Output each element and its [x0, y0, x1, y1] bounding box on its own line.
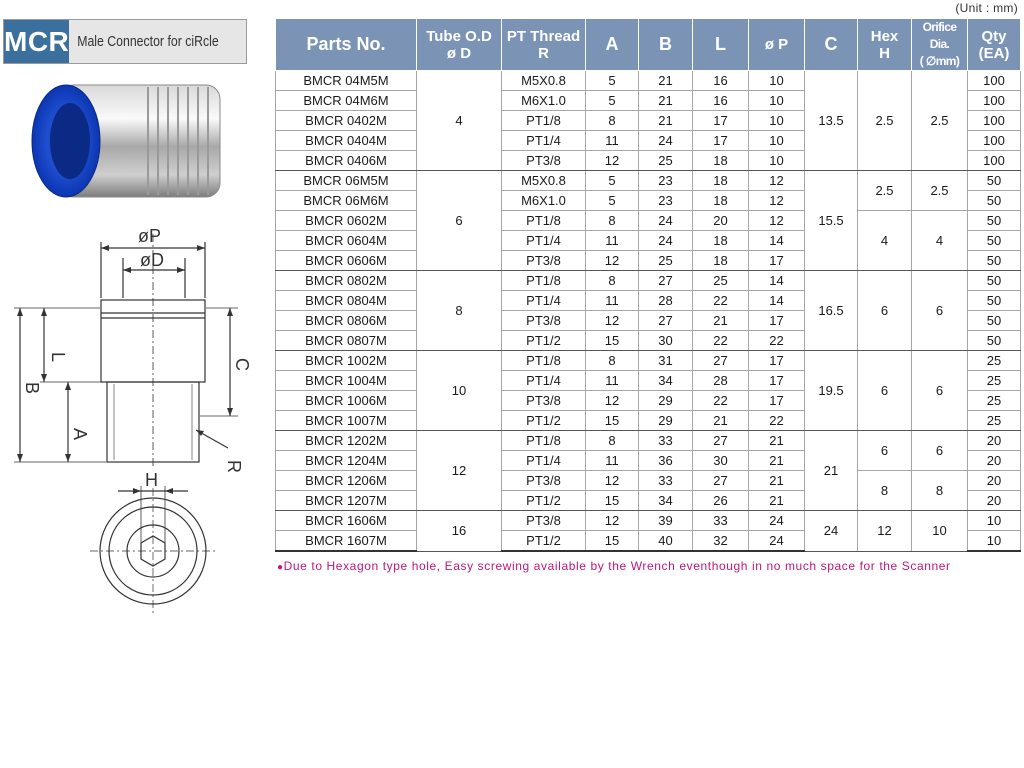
cell-l: 21: [693, 411, 749, 431]
product-subtitle: Male Connector for ciRcle: [77, 33, 219, 50]
cell-part-no: BMCR 1202M: [276, 431, 417, 451]
cell-l: 27: [693, 471, 749, 491]
cell-p: 10: [749, 151, 805, 171]
cell-a: 12: [586, 311, 639, 331]
cell-tube-od: 12: [417, 431, 502, 511]
cell-c: 13.5: [805, 71, 858, 171]
cell-qty: 25: [968, 351, 1021, 371]
cell-a: 12: [586, 151, 639, 171]
cell-thread: M5X0.8: [502, 71, 586, 91]
cell-b: 24: [639, 211, 693, 231]
product-code: MCR: [4, 20, 69, 63]
cell-p: 12: [749, 211, 805, 231]
cell-l: 33: [693, 511, 749, 531]
table-row: [276, 511, 1021, 531]
table-row: [276, 211, 1021, 231]
cell-orifice: 2.5: [912, 171, 968, 211]
cell-a: 11: [586, 231, 639, 251]
cell-qty: 50: [968, 331, 1021, 351]
cell-orifice: 4: [912, 211, 968, 271]
cell-qty: 20: [968, 471, 1021, 491]
cell-thread: PT3/8: [502, 511, 586, 531]
cell-l: 18: [693, 251, 749, 271]
header-parts-no: Parts No.: [276, 19, 417, 71]
cell-b: 34: [639, 371, 693, 391]
cell-thread: M6X1.0: [502, 191, 586, 211]
cell-hex: 2.5: [858, 71, 912, 171]
cell-l: 16: [693, 91, 749, 111]
cell-thread: PT1/8: [502, 271, 586, 291]
cell-c: 15.5: [805, 171, 858, 271]
cell-b: 25: [639, 251, 693, 271]
dim-d-label: øD: [140, 250, 164, 270]
cell-a: 12: [586, 251, 639, 271]
cell-b: 29: [639, 391, 693, 411]
cell-p: 22: [749, 411, 805, 431]
cell-a: 12: [586, 511, 639, 531]
cell-l: 18: [693, 171, 749, 191]
footnote: [277, 559, 951, 573]
cell-thread: PT3/8: [502, 151, 586, 171]
cell-qty: 20: [968, 451, 1021, 471]
cell-thread: PT1/4: [502, 291, 586, 311]
cell-thread: PT1/4: [502, 451, 586, 471]
cell-part-no: BMCR 1206M: [276, 471, 417, 491]
header-orifice: Orifice Dia. ( ∅mm): [912, 19, 968, 71]
cell-thread: PT1/8: [502, 351, 586, 371]
cell-qty: 50: [968, 191, 1021, 211]
cell-part-no: BMCR 1002M: [276, 351, 417, 371]
cell-tube-od: 8: [417, 271, 502, 351]
cell-l: 20: [693, 211, 749, 231]
cell-orifice: 6: [912, 431, 968, 471]
cell-c: 21: [805, 431, 858, 511]
header-pt-thread: PT Thread R: [502, 19, 586, 71]
table-row: [276, 271, 1021, 291]
cell-hex: 6: [858, 271, 912, 351]
cell-p: 21: [749, 431, 805, 451]
cell-part-no: BMCR 04M5M: [276, 71, 417, 91]
cell-l: 26: [693, 491, 749, 511]
header-hex: Hex H: [858, 19, 912, 71]
cell-hex: 6: [858, 351, 912, 431]
cell-p: 12: [749, 191, 805, 211]
cell-part-no: BMCR 0604M: [276, 231, 417, 251]
cell-a: 11: [586, 451, 639, 471]
cell-b: 28: [639, 291, 693, 311]
cell-qty: 50: [968, 311, 1021, 331]
cell-qty: 100: [968, 151, 1021, 171]
cell-l: 18: [693, 231, 749, 251]
cell-part-no: BMCR 1607M: [276, 531, 417, 552]
dim-h-label: H: [145, 470, 158, 490]
cell-p: 14: [749, 231, 805, 251]
cell-qty: 50: [968, 271, 1021, 291]
table-row: [276, 471, 1021, 491]
cell-thread: PT3/8: [502, 251, 586, 271]
cell-part-no: BMCR 06M5M: [276, 171, 417, 191]
cell-l: 17: [693, 111, 749, 131]
header-l: L: [693, 19, 749, 71]
cell-tube-od: 6: [417, 171, 502, 271]
cell-qty: 100: [968, 111, 1021, 131]
cell-thread: PT1/2: [502, 411, 586, 431]
cell-part-no: BMCR 1606M: [276, 511, 417, 531]
cell-a: 15: [586, 331, 639, 351]
cell-a: 15: [586, 531, 639, 552]
cell-l: 18: [693, 191, 749, 211]
cell-p: 10: [749, 71, 805, 91]
cell-a: 8: [586, 111, 639, 131]
header-p: ø P: [749, 19, 805, 71]
cell-b: 33: [639, 431, 693, 451]
cell-qty: 100: [968, 131, 1021, 151]
header-a: A: [586, 19, 639, 71]
cell-l: 21: [693, 311, 749, 331]
cell-l: 22: [693, 331, 749, 351]
cell-a: 5: [586, 91, 639, 111]
cell-p: 17: [749, 391, 805, 411]
dim-c-label: C: [232, 358, 252, 371]
dim-r-label: R: [224, 460, 244, 473]
cell-a: 5: [586, 171, 639, 191]
cell-p: 10: [749, 111, 805, 131]
parts-spec-table: [275, 18, 1021, 552]
cell-b: 27: [639, 311, 693, 331]
cell-part-no: BMCR 0806M: [276, 311, 417, 331]
cell-qty: 50: [968, 171, 1021, 191]
header-qty: Qty (EA): [968, 19, 1021, 71]
cell-part-no: BMCR 0402M: [276, 111, 417, 131]
cell-l: 32: [693, 531, 749, 552]
cell-part-no: BMCR 0807M: [276, 331, 417, 351]
cell-b: 23: [639, 191, 693, 211]
cell-l: 28: [693, 371, 749, 391]
cell-thread: PT1/8: [502, 431, 586, 451]
cell-p: 22: [749, 331, 805, 351]
table-row: [276, 351, 1021, 371]
cell-p: 24: [749, 511, 805, 531]
cell-tube-od: 4: [417, 71, 502, 171]
cell-hex: 6: [858, 431, 912, 471]
cell-l: 27: [693, 431, 749, 451]
product-header: [3, 19, 247, 64]
cell-hex: 8: [858, 471, 912, 511]
cell-part-no: BMCR 0606M: [276, 251, 417, 271]
cell-b: 39: [639, 511, 693, 531]
cell-p: 14: [749, 291, 805, 311]
cell-tube-od: 16: [417, 511, 502, 552]
cell-p: 17: [749, 371, 805, 391]
cell-p: 10: [749, 131, 805, 151]
cell-b: 36: [639, 451, 693, 471]
cell-thread: PT1/2: [502, 491, 586, 511]
cell-p: 17: [749, 351, 805, 371]
cell-l: 16: [693, 71, 749, 91]
cell-b: 40: [639, 531, 693, 552]
cell-a: 11: [586, 291, 639, 311]
cell-part-no: BMCR 1006M: [276, 391, 417, 411]
cell-part-no: BMCR 1004M: [276, 371, 417, 391]
cell-a: 8: [586, 431, 639, 451]
cell-b: 33: [639, 471, 693, 491]
cell-a: 5: [586, 191, 639, 211]
cell-p: 17: [749, 311, 805, 331]
cell-l: 17: [693, 131, 749, 151]
cell-l: 30: [693, 451, 749, 471]
cell-qty: 50: [968, 231, 1021, 251]
cell-part-no: BMCR 06M6M: [276, 191, 417, 211]
cell-thread: M5X0.8: [502, 171, 586, 191]
cell-b: 27: [639, 271, 693, 291]
cell-l: 27: [693, 351, 749, 371]
cell-a: 12: [586, 391, 639, 411]
cell-p: 17: [749, 251, 805, 271]
cell-part-no: BMCR 0804M: [276, 291, 417, 311]
cell-l: 25: [693, 271, 749, 291]
unit-note: (Unit : mm): [955, 1, 1018, 15]
header-c: C: [805, 19, 858, 71]
cell-a: 12: [586, 471, 639, 491]
cell-qty: 25: [968, 391, 1021, 411]
cell-l: 22: [693, 391, 749, 411]
cell-b: 24: [639, 231, 693, 251]
dim-b-label: B: [22, 382, 42, 395]
cell-p: 21: [749, 451, 805, 471]
cell-a: 11: [586, 131, 639, 151]
cell-qty: 50: [968, 291, 1021, 311]
cell-p: 21: [749, 471, 805, 491]
table-row: [276, 431, 1021, 451]
cell-tube-od: 10: [417, 351, 502, 431]
cell-a: 8: [586, 271, 639, 291]
cell-part-no: BMCR 0406M: [276, 151, 417, 171]
dim-a-label: A: [70, 428, 90, 441]
cell-qty: 20: [968, 431, 1021, 451]
cell-part-no: BMCR 04M6M: [276, 91, 417, 111]
footnote-text: Due to Hexagon type hole, Easy screwing available by the Wrench eventhough in no much space for the Scanner: [283, 559, 951, 573]
table-row: [276, 71, 1021, 91]
cell-qty: 100: [968, 91, 1021, 111]
cell-qty: 10: [968, 511, 1021, 531]
cell-thread: PT1/8: [502, 111, 586, 131]
cell-qty: 25: [968, 371, 1021, 391]
cell-a: 5: [586, 71, 639, 91]
table-row: [276, 171, 1021, 191]
cell-p: 10: [749, 91, 805, 111]
cell-b: 24: [639, 131, 693, 151]
cell-c: 16.5: [805, 271, 858, 351]
cell-a: 8: [586, 211, 639, 231]
cell-part-no: BMCR 1204M: [276, 451, 417, 471]
cell-hex: 4: [858, 211, 912, 271]
cell-orifice: 8: [912, 471, 968, 511]
cell-part-no: BMCR 1207M: [276, 491, 417, 511]
cell-thread: PT1/2: [502, 531, 586, 552]
header-tube-od: Tube O.D ø D: [417, 19, 502, 71]
cell-p: 24: [749, 531, 805, 552]
cell-part-no: BMCR 1007M: [276, 411, 417, 431]
cell-l: 18: [693, 151, 749, 171]
cell-b: 31: [639, 351, 693, 371]
cell-thread: PT1/4: [502, 371, 586, 391]
cell-b: 29: [639, 411, 693, 431]
cell-thread: PT1/8: [502, 211, 586, 231]
cell-orifice: 2.5: [912, 71, 968, 171]
cell-orifice: 10: [912, 511, 968, 552]
cell-a: 8: [586, 351, 639, 371]
cell-b: 25: [639, 151, 693, 171]
cell-thread: PT3/8: [502, 391, 586, 411]
cell-b: 21: [639, 71, 693, 91]
cell-part-no: BMCR 0404M: [276, 131, 417, 151]
cell-c: 24: [805, 511, 858, 552]
technical-drawing: [0, 218, 268, 628]
product-photo: [20, 75, 230, 215]
cell-b: 21: [639, 91, 693, 111]
cell-b: 34: [639, 491, 693, 511]
bullet-icon: ●: [277, 562, 284, 573]
cell-thread: M6X1.0: [502, 91, 586, 111]
header-b: B: [639, 19, 693, 71]
cell-orifice: 6: [912, 271, 968, 351]
cell-thread: PT3/8: [502, 311, 586, 331]
cell-qty: 50: [968, 211, 1021, 231]
cell-b: 30: [639, 331, 693, 351]
cell-part-no: BMCR 0802M: [276, 271, 417, 291]
cell-thread: PT1/2: [502, 331, 586, 351]
cell-part-no: BMCR 0602M: [276, 211, 417, 231]
cell-thread: PT1/4: [502, 131, 586, 151]
cell-a: 15: [586, 491, 639, 511]
table-header-row: [276, 19, 1021, 71]
cell-p: 14: [749, 271, 805, 291]
cell-qty: 100: [968, 71, 1021, 91]
cell-c: 19.5: [805, 351, 858, 431]
cell-thread: PT1/4: [502, 231, 586, 251]
cell-hex: 2.5: [858, 171, 912, 211]
cell-thread: PT3/8: [502, 471, 586, 491]
dim-l-label: L: [48, 352, 68, 363]
cell-a: 11: [586, 371, 639, 391]
cell-a: 15: [586, 411, 639, 431]
cell-hex: 12: [858, 511, 912, 552]
cell-qty: 25: [968, 411, 1021, 431]
cell-b: 21: [639, 111, 693, 131]
cell-l: 22: [693, 291, 749, 311]
cell-orifice: 6: [912, 351, 968, 431]
cell-qty: 20: [968, 491, 1021, 511]
cell-b: 23: [639, 171, 693, 191]
cell-qty: 50: [968, 251, 1021, 271]
cell-p: 21: [749, 491, 805, 511]
cell-qty: 10: [968, 531, 1021, 552]
dim-p-label: øP: [138, 226, 162, 246]
cell-p: 12: [749, 171, 805, 191]
